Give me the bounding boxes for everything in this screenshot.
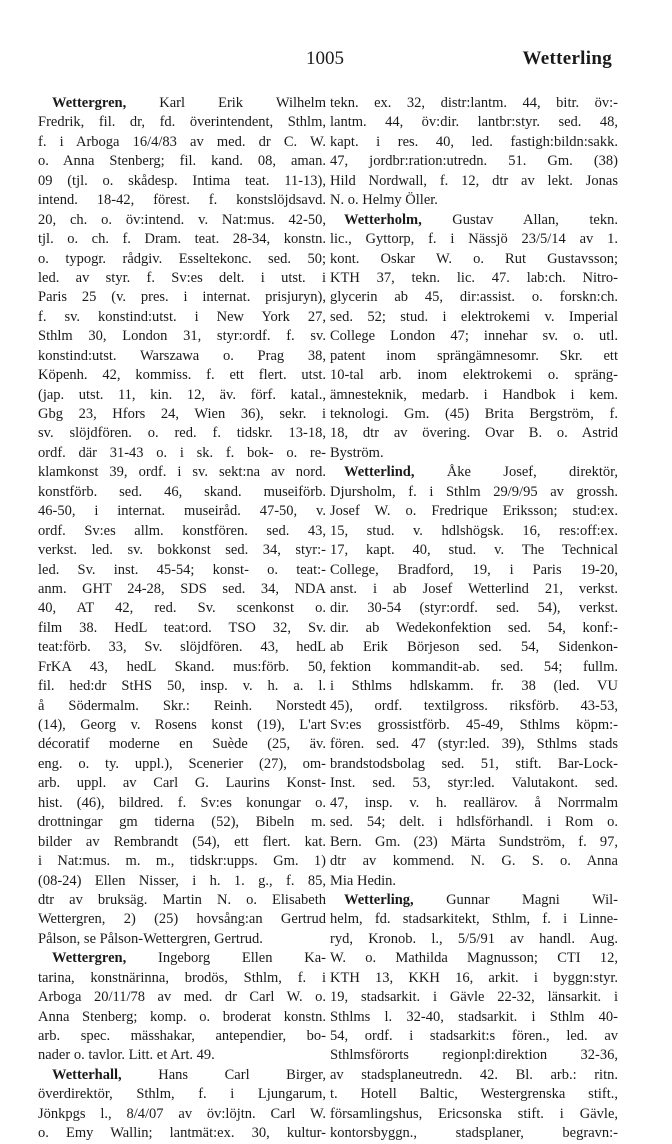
line-text: (jap. utst. 11, kin. 12, äv. förf. katal., [38,386,326,403]
line-text: Åke Josef, direktör, [446,464,618,481]
text-line [330,813,618,832]
line-text: klamkonst 39, ordf. i sv. sekt:na av nord. [38,464,326,481]
text-line [38,969,326,988]
text-line [38,522,326,541]
text-line [330,774,618,793]
line-text: Köpenh. 42, kommiss. f. ett flert. utst. [38,367,326,384]
text-line [330,833,618,852]
text-line [330,269,618,288]
line-text: i Nat:mus. m. m., tidskr:upps. Gm. 1) [38,853,326,870]
text-line [330,1105,618,1124]
line-text: fil. hed:dr StHS 50, insp. v. h. a. l. [38,678,326,695]
entry-headword: Wetterlind, [344,464,447,481]
text-line [38,366,326,385]
line-text: Mia Hedin. [330,872,397,889]
text-line [38,463,326,482]
line-text: kapt. i res. 40, led. fastigh:bildn:sakk. [330,133,618,150]
entry-headword: Wetterling, [344,891,447,908]
text-line [330,735,618,754]
line-text: fektion kommandit-ab. sed. 54; fullm. [330,658,618,675]
text-line [38,211,326,230]
text-line [330,716,618,735]
line-text: Sthlms l. 32-40, stadsarkit. i Sthlm 40- [330,1008,618,1025]
text-line [38,230,326,249]
text-line [330,794,618,813]
entry-headword: Wettergren, [52,95,160,111]
line-text: konstförb. sed. 46, skand. museiförb. [38,483,326,500]
line-text: Inst. sed. 53, styr:led. Valutakont. sed. [330,775,618,792]
text-line [38,988,326,1007]
line-text: dtr av bruksäg. Martin N. o. Elisabeth [38,891,326,908]
line-text: Bern. Gm. (23) Märta Sundström, f. 97, [330,833,618,850]
line-text: fören. sed. 47 (styr:led. 39), Sthlms stads [330,736,618,753]
entry-headword: Wettergren, [52,950,158,967]
entry-first-line [38,1066,326,1085]
text-line [38,599,326,618]
line-text: KTH 13, KKH 16, arkit. i byggn:styr. [330,969,618,986]
line-text: College, Bradford, 19, i Paris 19-20, [330,561,618,578]
line-text: ämnesteknik, medarb. i Handbok i kem. [330,386,618,403]
line-text: ryd, Kronob. l., 5/5/91 av handl. Aug. [330,930,618,947]
line-text: College London 47; innehar sv. o. utl. [330,328,618,345]
entry-headword: Wetterholm, [344,211,453,228]
text-line [330,191,618,210]
line-text: glycerin ab 45, dir:assist. o. forskn:ch. [330,289,618,306]
text-line [330,910,618,929]
line-text: tarina, konstnärinna, brodös, Sthlm, f. i [38,969,326,986]
text-line [38,327,326,346]
text-line [330,152,618,171]
line-text: led. av styr. f. Sv:es delt. i utst. i [38,269,326,286]
line-text: Djursholm, f. i Sthlm 29/9/95 av grossh. [330,483,618,500]
line-text: Ingeborg Ellen Ka- [158,950,326,967]
line-text: o. Emy Wallin; lantmät:ex. 30, kultur- [38,1125,326,1142]
line-text: 47, jordbr:ration:utredn. 51. Gm. (38) [330,153,618,170]
line-text: tjl. o. ch. f. Dram. teat. 28-34, konstn. [38,231,326,248]
text-line [38,716,326,735]
text-line [330,697,618,716]
text-line [330,1066,618,1085]
text-line [330,561,618,580]
line-text: kontorsbyggn., stadsplaner, begravn:- [330,1125,618,1142]
text-line [38,852,326,871]
text-line [330,1124,618,1143]
text-line [330,113,618,132]
running-head: Wetterling [522,48,612,69]
text-line [38,930,326,949]
line-text: Hild Nordwall, f. 12, dtr av lekt. Jonas [330,172,618,189]
line-text: av stadsplaneutredn. 42. Bl. arb.: ritn. [330,1066,618,1083]
line-text: 10-tal arb. inom elektrokemi o. spräng- [330,367,618,384]
text-line [38,580,326,599]
entry-headword: Wetterhall, [52,1066,159,1083]
line-text: sv. slöjdfören. o. red. f. tidskr. 13-18, [38,425,326,442]
text-line [330,638,618,657]
line-text: Sv:es grossistförb. 45-49, Sthlms köpm:- [330,717,618,733]
line-text: helm, fd. stadsarkitekt, Sthlm, f. i Linne- [330,911,618,928]
line-text: kont. Oskar W. o. Rut Gustavsson; [330,250,618,267]
line-text: Sthlmsförorts regionpl:direktion 32-36, [330,1047,618,1064]
line-text: Anna Stenberg; komp. o. broderat konstn. [38,1008,326,1025]
line-text: t. Hotell Baltic, Westergrenska stift., [330,1086,618,1103]
text-line [38,541,326,560]
text-line [330,133,618,152]
text-line [38,405,326,424]
text-line [38,1105,326,1124]
text-line [330,1046,618,1065]
line-text: o. Anna Stenberg; fil. kand. 08, aman. [38,153,326,170]
line-text: Byström. [330,444,384,461]
line-text: brandstodsbolag sed. 51, stift. Bar-Lock- [330,755,618,772]
line-text: tekn. ex. 32, distr:lantm. 44, bitr. öv:- [330,95,618,111]
line-text: lantm. 44, öv:dir. lantbr:styr. sed. 48, [330,114,618,131]
text-line [38,250,326,269]
text-line [38,191,326,210]
text-line [330,502,618,521]
text-line [38,619,326,638]
text-line [330,347,618,366]
line-text: konstind:utst. Warszawa o. Prag 38, [38,347,326,364]
line-text: dtr av kommend. N. G. S. o. Anna [330,853,618,870]
text-line [330,1027,618,1046]
text-line [38,444,326,463]
right-column [330,94,618,1144]
text-line [330,327,618,346]
line-text: verkst. led. sv. bokkonst sed. 34, styr:- [38,542,326,559]
text-line [38,113,326,132]
text-line [330,658,618,677]
line-text: Fredrik, fil. dr, fd. överintendent, Sthlm, [38,114,326,131]
line-text: Gbg 23, Hfors 24, Wien 36), sekr. i [38,406,326,422]
text-line [38,269,326,288]
line-text: 45), ordf. textilgross. riksförb. 43-53, [330,697,618,714]
text-line [38,638,326,657]
text-line [38,288,326,307]
text-line [330,386,618,405]
line-text: bilder av Rembrandt (54), ett flert. kat. [38,833,326,850]
line-text: W. o. Mathilda Magnusson; CTI 12, [330,950,618,967]
line-text: 54, ordf. i stadsarkit:s fören., led. av [330,1028,618,1044]
text-line [38,1027,326,1046]
text-line [330,230,618,249]
left-column [38,94,326,1144]
line-text: o. typogr. rådgiv. Esseltekonc. sed. 50; [38,250,326,267]
line-text: Paris 25 (v. pres. i internat. prisjuryn), [38,289,326,306]
line-text: 19, stadsarkit. i Gävle 22-32, länsarkit. i [330,989,618,1006]
text-line [330,250,618,269]
text-line [330,366,618,385]
text-line [38,813,326,832]
text-line [330,755,618,774]
text-line [330,483,618,502]
text-line [38,152,326,171]
line-text: ordf. Sv:es allm. konstfören. sed. 43, [38,522,326,539]
line-text: hist. (46), bildred. f. Sv:es konungar o. [38,794,326,811]
line-text: Sthlm 30, London 31, styr:ordf. f. sv. [38,328,326,345]
line-text: (14), Georg v. Rosens konst (19), L'art [38,717,326,733]
line-text: f. sv. konstind:utst. i New York 27, [38,308,326,325]
line-text: Jönkpgs l., 8/4/07 av öv:löjtn. Carl W. [38,1105,326,1122]
line-text: arb. spec. mässhakar, antependier, bo- [38,1028,326,1044]
text-line [38,483,326,502]
text-line [38,502,326,521]
line-text: led. Sv. inst. 45-54; konst- o. teat:- [38,561,326,578]
line-text: ordf. där 31-43 o. i sk. f. bok- o. re- [38,444,326,461]
page-header [38,48,612,78]
text-line [330,599,618,618]
line-text: (08-24) Ellen Nisser, i h. 1. g., f. 85, [38,872,326,889]
line-text: 09 (tjl. o. skådesp. Intima teat. 11-13), [38,172,326,189]
text-line [38,386,326,405]
line-text: nader o. tavlor. Litt. et Art. 49. [38,1047,215,1064]
text-line [330,288,618,307]
line-text: décoratif moderne en Suède (25, äv. [38,736,326,753]
entry-first-line [38,949,326,968]
line-text: 15, stud. v. hdlshögsk. 16, res:off:ex. [330,522,618,539]
line-text: FrKA 43, hedL Skand. mus:förb. 50, [38,658,326,675]
text-line [38,872,326,891]
text-line [330,424,618,443]
text-line [38,677,326,696]
text-line [330,444,618,463]
text-line [330,872,618,891]
text-line [330,852,618,871]
line-text: 18, dtr av övering. Ovar B. o. Astrid [330,425,618,442]
text-line [38,1008,326,1027]
text-line [330,308,618,327]
line-text: ab Erik Börjeson sed. 54, Sidenkon- [330,639,618,656]
text-line [330,930,618,949]
text-line [38,891,326,910]
text-line [330,580,618,599]
line-text: arb. uppl. av Carl G. Laurins Konst- [38,775,326,792]
line-text: sed. 52; stud. i elektrokemi v. Imperial [330,308,618,325]
line-text: Gunnar Magni Wil- [446,891,618,908]
line-text: teat:förb. 33, Sv. slöjdfören. 43, hedL [38,639,326,656]
line-text: lic., Gyttorp, f. i Nässjö 23/5/14 av 1. [330,231,618,248]
line-text: Karl Erik Wilhelm [159,95,326,111]
line-text: eng. o. ty. uppl.), Scenerier (27), om- [38,755,326,772]
line-text: 17, kapt. 40, stud. v. The Technical [330,542,618,559]
line-text: Wettergren, 2) (25) hovsång:an Gertrud [38,911,326,928]
line-text: å Södermalm. Skr.: Reinh. Norstedt [38,697,326,714]
text-line [38,658,326,677]
line-text: Gustav Allan, tekn. [452,211,618,228]
text-line [38,697,326,716]
line-text: dir. 30-54 (styr:ordf. sed. 54), verkst. [330,600,618,617]
text-line [38,910,326,929]
line-text: sed. 54; delt. i hdlsförhandl. i Rom o. [330,814,618,831]
text-line [330,172,618,191]
line-text: patent inom sprängämnesomr. Skr. ett [330,347,618,364]
line-text: överdirektör, Sthlm, f. i Ljungarum, [38,1086,326,1103]
text-line [38,308,326,327]
text-line [330,405,618,424]
text-line [38,133,326,152]
text-line [330,969,618,988]
text-line [38,735,326,754]
line-text: dir. ab Wedekonfektion sed. 54, konf:- [330,619,618,636]
line-text: teknologi. Gm. (45) Brita Bergström, f. [330,406,618,422]
text-line [38,347,326,366]
line-text: Hans Carl Birger, [158,1066,326,1083]
text-line [330,988,618,1007]
line-text: 20, ch. o. öv:intend. v. Nat:mus. 42-50, [38,211,326,228]
line-text: drottningar gm tiderna (52), Bibeln m. [38,814,326,831]
text-line [38,774,326,793]
line-text: 40, AT 42, red. Sv. scenkonst o. [38,600,326,617]
line-text: anst. i ab Josef Wetterlind 21, verkst. [330,580,618,597]
text-line [330,949,618,968]
line-text: 47, insp. v. h. reallärov. å Norrmalm [330,794,618,811]
line-text: N. o. Helmy Öller. [330,192,438,209]
line-text: KTH 37, tekn. lic. 47. lab:ch. Nitro- [330,269,618,286]
line-text: Josef W. o. Fredrique Eriksson; stud:ex. [330,503,618,520]
text-line [330,677,618,696]
line-text: film 38. HedL teat:ord. TSO 32, Sv. [38,619,326,636]
line-text: anm. GHT 24-28, SDS sed. 34, NDA [38,580,326,597]
text-line [38,833,326,852]
text-line [330,1008,618,1027]
text-line [38,172,326,191]
text-line [38,794,326,813]
text-line [38,1124,326,1143]
line-text: f. i Arboga 16/4/83 av med. dr C. W. [38,133,326,150]
line-text: Arboga 20/11/78 av med. dr Carl W. o. [38,989,326,1006]
entry-first-line [330,211,618,230]
page-number: 1005 [306,48,344,69]
text-line [330,541,618,560]
text-line [330,619,618,638]
line-text: Pålson, se Pålson-Wettergren, Gertrud. [38,930,263,947]
entry-first-line [38,94,326,113]
text-line [38,424,326,443]
text-line [330,522,618,541]
text-line [38,1046,326,1065]
line-text: i Sthlms hdlskamm. fr. 38 (led. VU [330,678,618,695]
entry-first-line [330,463,618,482]
text-line [330,94,618,113]
line-text: 46-50, i internat. museiråd. 47-50, v. [38,503,326,520]
text-line [38,561,326,580]
text-line [38,755,326,774]
entry-first-line [330,891,618,910]
line-text: församlingshus, Ericsonska stift. i Gävle, [330,1105,618,1122]
line-text: intend. 18-42, förest. f. konstslöjdsavd. [38,192,326,209]
